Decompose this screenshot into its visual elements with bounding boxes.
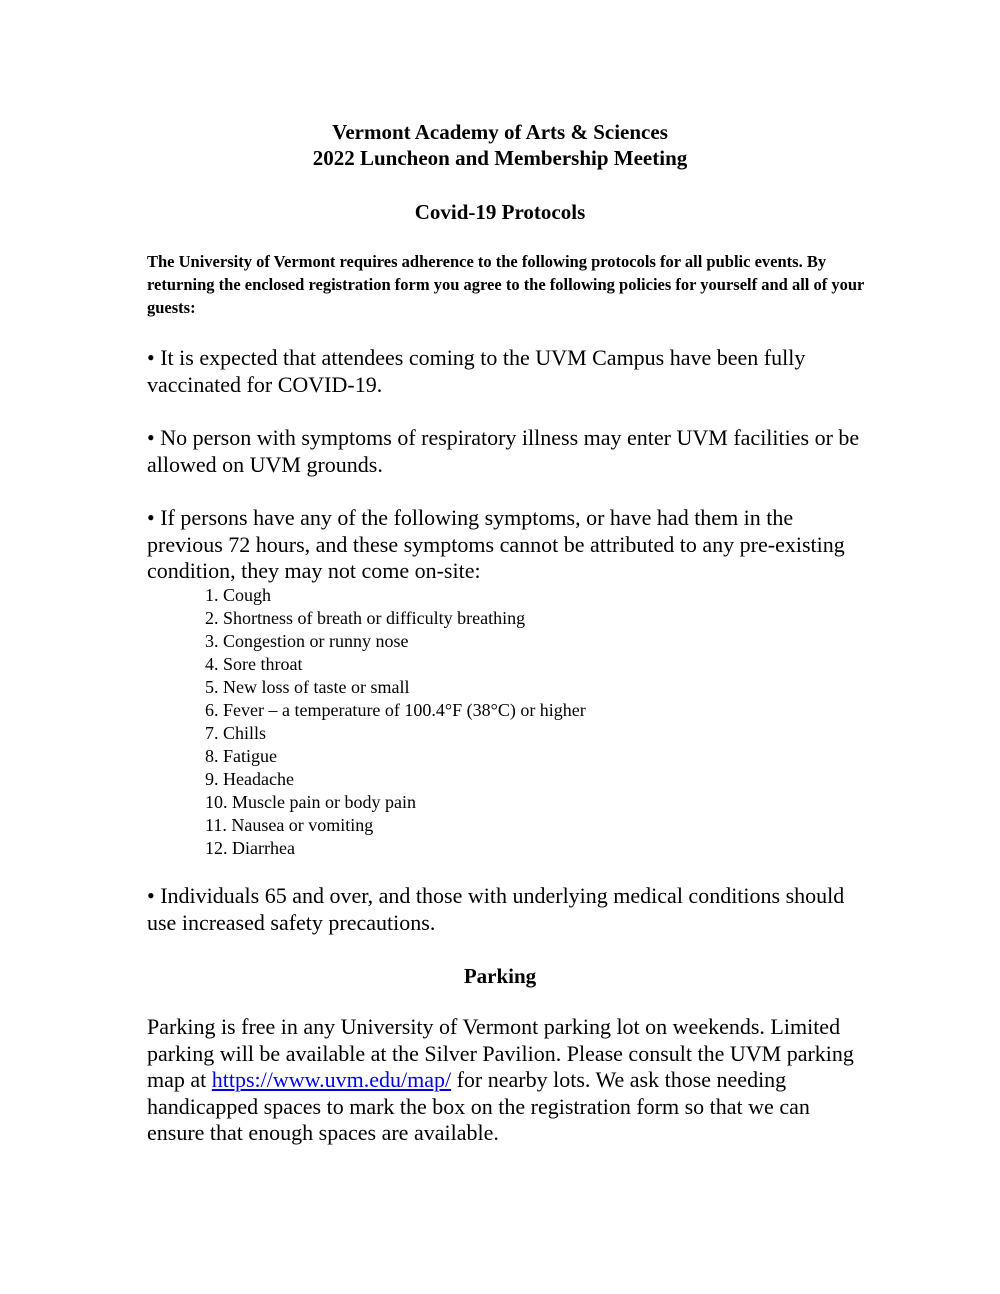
list-item: 8. Fatigue xyxy=(205,746,277,766)
bullet-precautions: • Individuals 65 and over, and those with underlying medical conditions should use increased safety precautions. xyxy=(147,883,845,935)
list-item: 6. Fever – a temperature of 100.4°F (38°C) or higher xyxy=(205,700,586,720)
covid-protocols-heading: Covid-19 Protocols xyxy=(414,200,586,224)
parking-heading: Parking xyxy=(463,964,537,988)
uvm-map-link[interactable]: https://www.uvm.edu/map/ xyxy=(211,1067,452,1092)
list-item: 1. Cough xyxy=(205,585,272,605)
list-item: 2. Shortness of breath or difficulty breathing xyxy=(205,608,526,628)
list-item: 9. Headache xyxy=(205,769,294,789)
parking-paragraph xyxy=(147,1014,867,1147)
org-title: Vermont Academy of Arts & Sciences xyxy=(332,120,668,144)
symptoms-list xyxy=(205,584,586,860)
bullet-vaccination: • It is expected that attendees coming to the UVM Campus have been fully vaccinated for COVID-19. xyxy=(147,345,806,397)
bullet-respiratory-illness: • No person with symptoms of respiratory illness may enter UVM facilities or be allowed on UVM grounds. xyxy=(147,425,860,477)
event-title: 2022 Luncheon and Membership Meeting xyxy=(312,146,688,170)
parking-text-start: Parking is free in any University of Vermont parking lot on weekends. Limited parking will be available at the Silver Pavilion. Please consult the UVM parking map at xyxy=(147,1014,854,1092)
parking-text-end: for nearby lots. We ask those needing handicapped spaces to mark the box on the registration form so that we can ensure that enough spaces are available. xyxy=(147,1067,810,1145)
bullet-symptoms-intro: • If persons have any of the following symptoms, or have had them in the previous 72 hours, and these symptoms cannot be attributed to any pre-existing condition, they may not come on-site: xyxy=(147,505,845,583)
list-item: 7. Chills xyxy=(205,723,267,743)
list-item: 3. Congestion or runny nose xyxy=(205,631,409,651)
list-item: 12. Diarrhea xyxy=(205,838,295,858)
list-item: 4. Sore throat xyxy=(205,654,303,674)
list-item: 5. New loss of taste or small xyxy=(205,677,410,697)
protocols-intro: The University of Vermont requires adherence to the following protocols for all public events. By returning the enclosed registration form you agree to the following policies for yourself and all of your guests: xyxy=(147,252,865,317)
list-item: 11. Nausea or vomiting xyxy=(205,815,374,835)
list-item: 10. Muscle pain or body pain xyxy=(205,792,416,812)
